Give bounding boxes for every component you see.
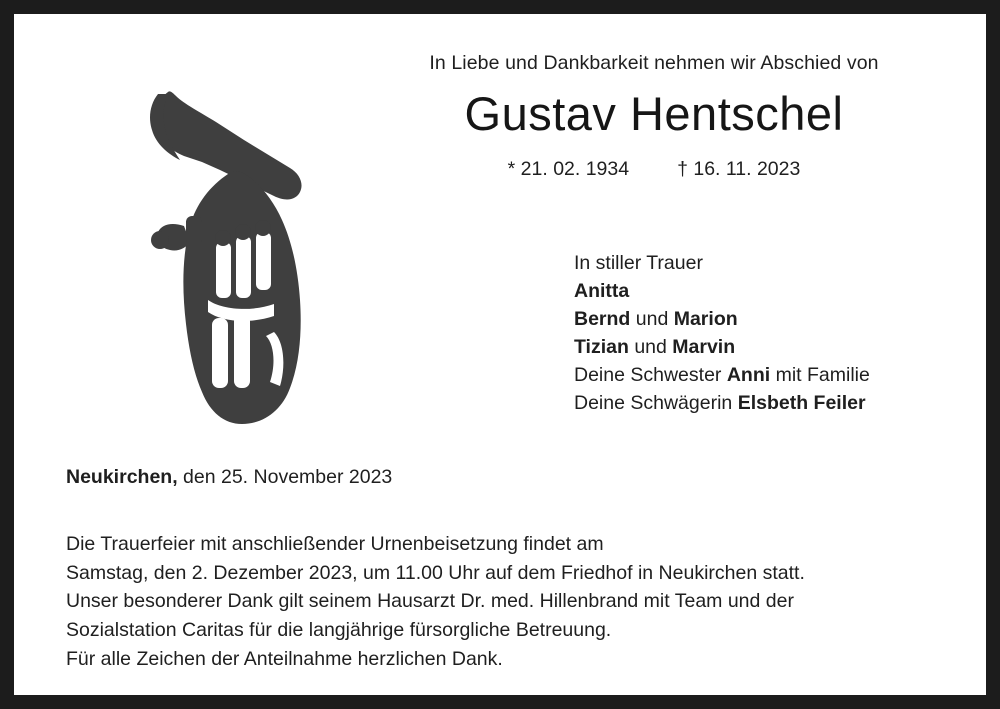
lead-text: In Liebe und Dankbarkeit nehmen wir Abschied von [429,52,879,74]
death-date: † 16. 11. 2023 [677,158,801,181]
mourner-name: Elsbeth Feiler [737,392,866,415]
mourner-text: und [628,336,673,359]
mourner-name: Anni [726,364,771,387]
mourner-row [574,389,974,417]
mourners-heading: In stiller Trauer [574,252,703,274]
tuba-icon [124,74,344,434]
mourner-name: Anitta [574,280,630,303]
mourner-text: Deine Schwester [574,364,727,387]
mourner-name: Tizian [574,336,629,359]
mourner-row [574,277,974,305]
ceremony-line: Unser besonderer Dank gilt seinem Hausarzt Dr. med. Hillenbrand mit Team und der [66,590,794,613]
mourner-name: Bernd [574,308,631,331]
birth-date: * 21. 02. 1934 [507,158,630,181]
mourner-row [574,361,974,389]
mourners-block [574,249,974,417]
place-date-line [66,466,392,489]
ceremony-line: Für alle Zeichen der Anteilnahme herzlichen Dank. [66,647,503,670]
ceremony-line: Die Trauerfeier mit anschließender Urnenbeisetzung findet am [66,533,604,555]
ceremony-line: Sozialstation Caritas für die langjährige fürsorgliche Betreuung. [66,618,612,641]
deceased-name: Gustav Hentschel [464,87,844,140]
mourner-row [574,305,974,333]
life-dates [354,158,954,181]
mourners-list [574,277,974,417]
mourner-name: Marvin [672,336,736,359]
mourner-row [574,333,974,361]
notice-date: den 25. November 2023 [177,466,393,488]
ceremony-details [66,530,956,673]
mourner-text: Deine Schwägerin [574,392,738,415]
mourner-text: und [630,308,674,331]
mourner-text: mit Familie [770,364,870,387]
notice-header [354,52,954,181]
mourner-name: Marion [673,308,738,331]
ceremony-line: Samstag, den 2. Dezember 2023, um 11.00 Uhr auf dem Friedhof in Neukirchen statt. [66,561,805,584]
place-name: Neukirchen, [66,466,178,488]
obituary-card [14,14,986,695]
